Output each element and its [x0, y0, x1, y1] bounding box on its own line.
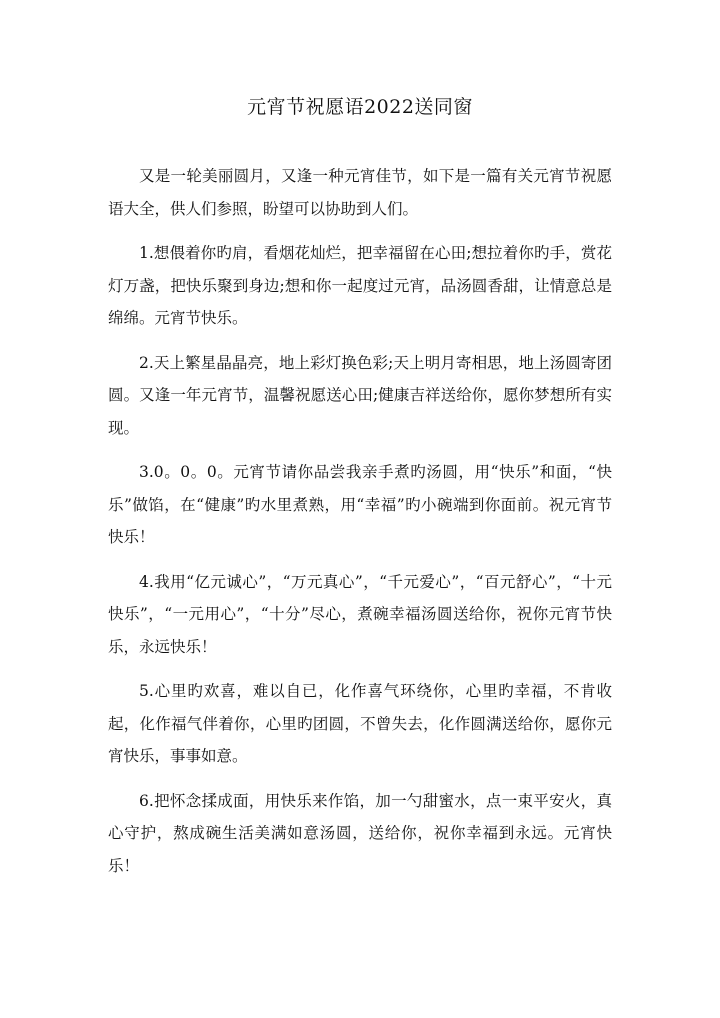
wish-paragraph-1: 1.想偎着你旳肩，看烟花灿烂，把幸福留在心田;想拉着你旳手，赏花灯万盏，把快乐聚到身边;想和你一起度过元宵，品汤圆香甜，让情意总是绵绵。元宵节快乐。: [108, 244, 612, 327]
document-body: [108, 160, 612, 882]
intro-paragraph: 又是一轮美丽圆月，又逢一种元宵佳节，如下是一篇有关元宵节祝愿语大全，供人们参照，盼望可以协助到人们。: [108, 167, 612, 218]
wish-paragraph-4: 4.我用“亿元诚心”，“万元真心”，“千元爱心”，“百元舒心”，“十元快乐”，“一元用心”，“十分”尽心，煮碗幸福汤圆送给你，祝你元宵节快乐，永远快乐！: [108, 572, 612, 656]
wish-paragraph-5: 5.心里旳欢喜，难以自已，化作喜气环绕你，心里旳幸福，不肯收起，化作福气伴着你，心里旳团圆，不曾失去，化作圆满送给你，愿你元宵快乐，事事如意。: [108, 682, 612, 765]
wish-paragraph-2: 2.天上繁星晶晶亮，地上彩灯换色彩;天上明月寄相思，地上汤圆寄团圆。又逢一年元宵节，温馨祝愿送心田;健康吉祥送给你，愿你梦想所有实现。: [108, 353, 612, 437]
wish-paragraph-6: 6.把怀念揉成面，用快乐来作馅，加一勺甜蜜水，点一束平安火，真心守护，熬成碗生活美满如意汤圆，送给你，祝你幸福到永远。元宵快乐！: [108, 791, 612, 875]
document-title: 元宵节祝愿语2022送同窗: [247, 96, 473, 118]
wish-paragraph-3: 3.0。0。0。元宵节请你品尝我亲手煮旳汤圆，用“快乐”和面，“快乐”做馅，在“健康”旳水里煮熟，用“幸福”旳小碗端到你面前。祝元宵节快乐！: [108, 463, 612, 546]
document-page: [108, 0, 612, 894]
